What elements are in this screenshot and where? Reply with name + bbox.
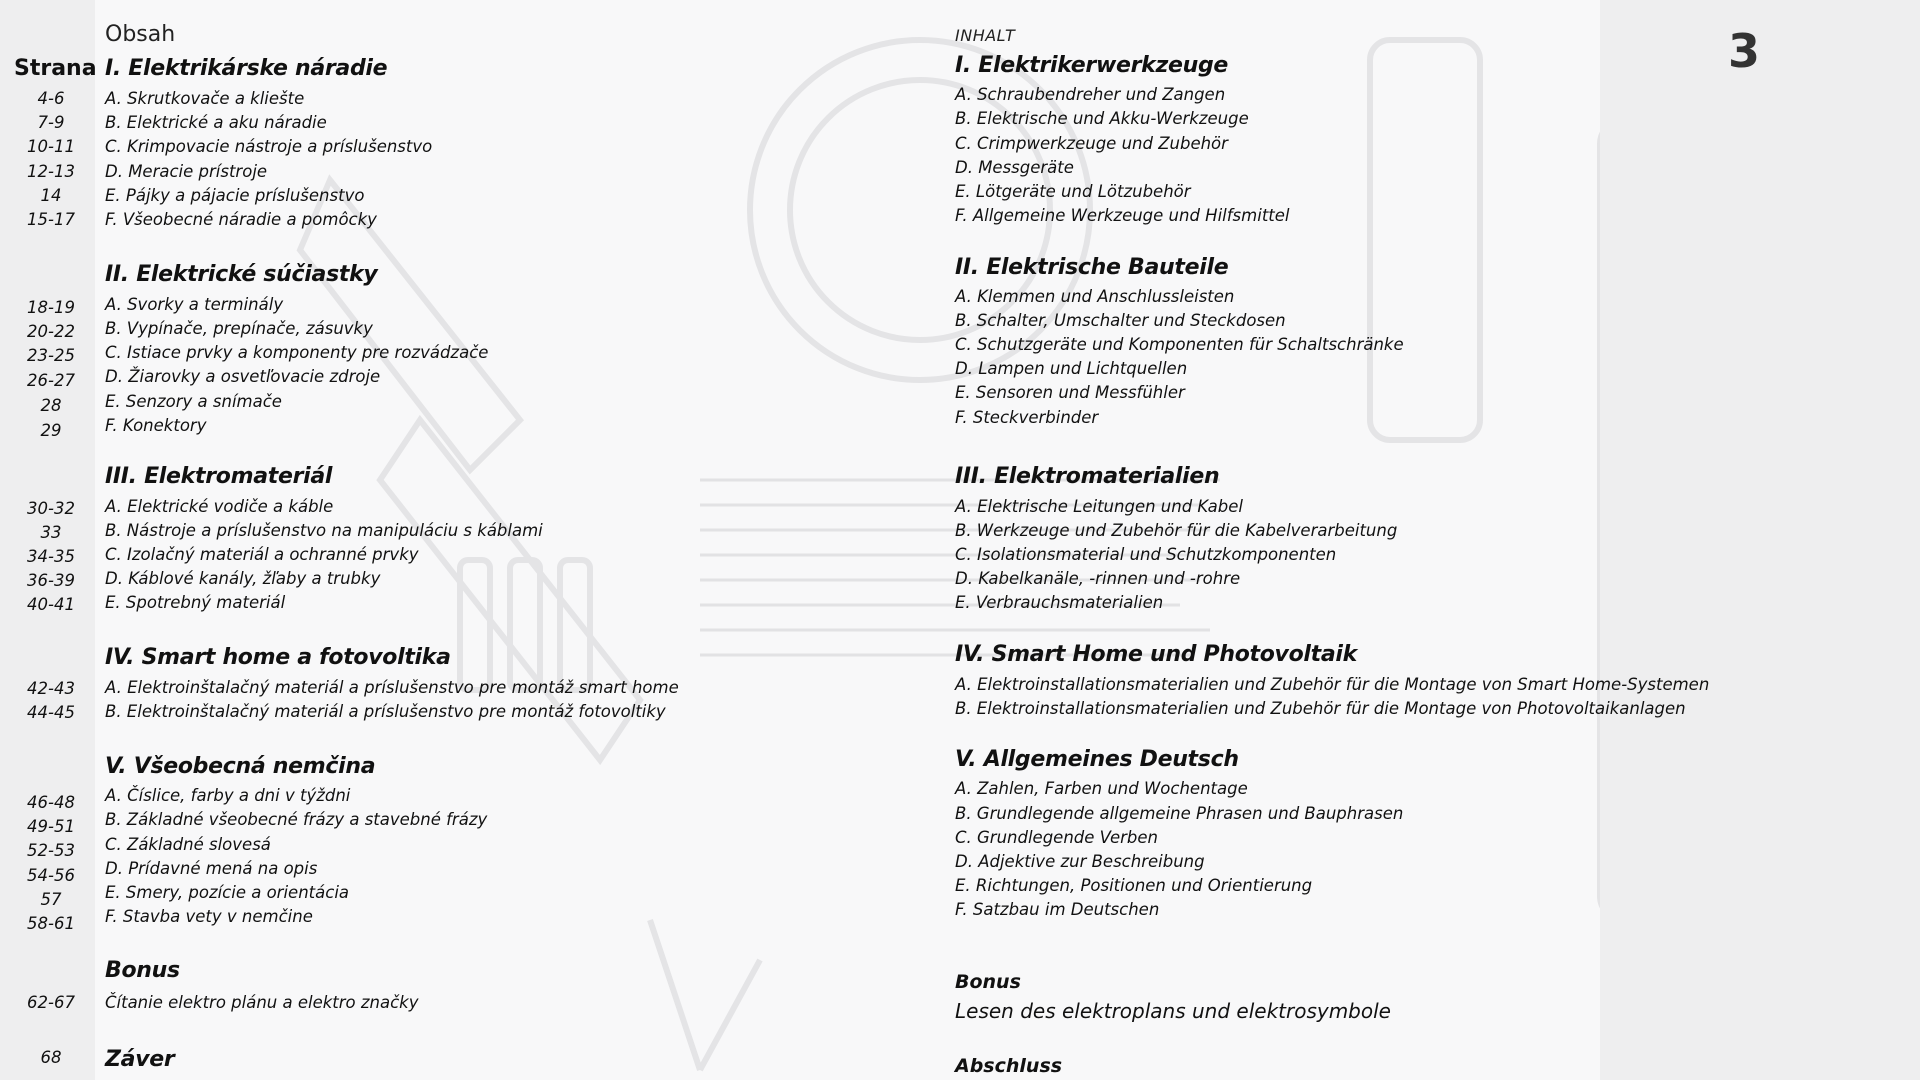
page-ref: 49-51: [27, 817, 75, 836]
toc-item: B. Schalter, Umschalter und Steckdosen: [955, 311, 1286, 330]
toc-item: A. Elektrische Leitungen und Kabel: [955, 497, 1243, 516]
page-ref: 42-43: [27, 679, 75, 698]
toc-item: Čítanie elektro plánu a elektro značky: [105, 993, 419, 1012]
toc-item: D. Žiarovky a osvetľovacie zdroje: [105, 367, 381, 386]
toc-item: D. Messgeräte: [955, 158, 1074, 177]
toc-item: C. Crimpwerkzeuge und Zubehör: [955, 134, 1228, 153]
toc-item: D. Lampen und Lichtquellen: [955, 359, 1188, 378]
page-ref: 4-6: [37, 89, 65, 108]
page-ref: 36-39: [27, 571, 75, 590]
page-ref: 62-67: [27, 993, 75, 1012]
toc-item: E. Spotrebný materiál: [105, 593, 286, 612]
page-ref: 26-27: [27, 371, 75, 390]
toc-item: F. Všeobecné náradie a pomôcky: [105, 210, 377, 229]
toc-item: A. Elektroinstallationsmaterialien und Zubehör für die Montage von Smart Home-Systemen: [955, 675, 1710, 694]
page-number: 3: [1728, 24, 1761, 78]
page-ref: 57: [40, 890, 62, 909]
toc-item: C. Základné slovesá: [105, 835, 271, 854]
page-ref: 23-25: [27, 346, 75, 365]
toc-item: B. Elektrische und Akku-Werkzeuge: [955, 109, 1249, 128]
toc-item: A. Svorky a terminály: [105, 295, 284, 314]
page-ref: 68: [40, 1048, 62, 1067]
page-ref: 18-19: [27, 298, 75, 317]
toc-item: F. Allgemeine Werkzeuge und Hilfsmittel: [955, 206, 1290, 225]
toc-item: B. Elektrické a aku náradie: [105, 113, 327, 132]
toc-item: C. Isolationsmaterial und Schutzkomponenten: [955, 545, 1337, 564]
de-bonus-item: Lesen des elektroplans und elektrosymbole: [955, 999, 1391, 1023]
page-ref: 28: [40, 396, 62, 415]
toc-item: F. Konektory: [105, 416, 207, 435]
page-ref: 14: [40, 186, 62, 205]
page-ref: 52-53: [27, 841, 75, 860]
sk-section-heading: V. Všeobecná nemčina: [105, 754, 376, 779]
page-ref: 46-48: [27, 793, 75, 812]
toc-item: B. Grundlegende allgemeine Phrasen und Bauphrasen: [955, 804, 1404, 823]
page-ref: 44-45: [27, 703, 75, 722]
toc-item: E. Verbrauchsmaterialien: [955, 593, 1164, 612]
sk-closing-heading: Záver: [105, 1047, 175, 1072]
toc-item: E. Pájky a pájacie príslušenstvo: [105, 186, 365, 205]
toc-item: A. Elektroinštalačný materiál a príslušenstvo pre montáž smart home: [105, 678, 679, 697]
toc-item: C. Grundlegende Verben: [955, 828, 1158, 847]
toc-item: F. Satzbau im Deutschen: [955, 900, 1160, 919]
toc-item: A. Klemmen und Anschlussleisten: [955, 287, 1235, 306]
page-ref: 15-17: [27, 210, 75, 229]
toc-item: A. Číslice, farby a dni v týždni: [105, 786, 351, 805]
toc-item: A. Elektrické vodiče a káble: [105, 497, 334, 516]
toc-item: A. Schraubendreher und Zangen: [955, 85, 1226, 104]
de-section-heading: III. Elektromaterialien: [955, 464, 1220, 489]
page-ref: 30-32: [27, 499, 75, 518]
toc-item: F. Steckverbinder: [955, 408, 1099, 427]
sk-section-heading: II. Elektrické súčiastky: [105, 262, 378, 287]
de-section-heading: IV. Smart Home und Photovoltaik: [955, 642, 1357, 667]
de-bonus-heading: Bonus: [955, 971, 1021, 993]
toc-item: C. Schutzgeräte und Komponenten für Schaltschränke: [955, 335, 1404, 354]
page-ref: 29: [40, 421, 62, 440]
toc-item: E. Smery, pozície a orientácia: [105, 883, 350, 902]
page-ref: 12-13: [27, 162, 75, 181]
sk-section-heading: III. Elektromateriál: [105, 464, 333, 489]
toc-item: D. Kabelkanäle, -rinnen und -rohre: [955, 569, 1241, 588]
toc-item: D. Adjektive zur Beschreibung: [955, 852, 1205, 871]
page-ref: 54-56: [27, 866, 75, 885]
toc-item: F. Stavba vety v nemčine: [105, 907, 313, 926]
toc-item: C. Krimpovacie nástroje a príslušenstvo: [105, 137, 433, 156]
page-ref: 7-9: [37, 113, 65, 132]
toc-item: D. Prídavné mená na opis: [105, 859, 318, 878]
page-ref: 20-22: [27, 322, 75, 341]
toc-item: B. Základné všeobecné frázy a stavebné frázy: [105, 810, 488, 829]
de-section-heading: II. Elektrische Bauteile: [955, 255, 1229, 280]
toc-item: B. Nástroje a príslušenstvo na manipuláciu s káblami: [105, 521, 543, 540]
page-ref: 34-35: [27, 547, 75, 566]
strana-label: Strana: [14, 56, 97, 81]
toc-item: E. Lötgeräte und Lötzubehör: [955, 182, 1191, 201]
toc-item: E. Senzory a snímače: [105, 392, 282, 411]
toc-item: B. Werkzeuge und Zubehör für die Kabelverarbeitung: [955, 521, 1398, 540]
page-ref: 40-41: [27, 595, 75, 614]
toc-item: C. Izolačný materiál a ochranné prvky: [105, 545, 419, 564]
page-ref: 10-11: [27, 137, 75, 156]
sk-bonus-heading: Bonus: [105, 958, 180, 983]
de-section-heading: I. Elektrikerwerkzeuge: [955, 53, 1229, 78]
toc-item: E. Richtungen, Positionen und Orientierung: [955, 876, 1313, 895]
page-ref: 33: [40, 523, 62, 542]
sk-title: Obsah: [105, 22, 176, 47]
toc-item: B. Elektroinstallationsmaterialien und Zubehör für die Montage von Photovoltaikanlagen: [955, 699, 1686, 718]
sk-section-heading: I. Elektrikárske náradie: [105, 56, 388, 81]
toc-item: D. Meracie prístroje: [105, 162, 268, 181]
toc-item: D. Káblové kanály, žľaby a trubky: [105, 569, 381, 588]
toc-item: A. Zahlen, Farben und Wochentage: [955, 779, 1248, 798]
toc-item: B. Vypínače, prepínače, zásuvky: [105, 319, 373, 338]
page-ref: 58-61: [27, 914, 75, 933]
toc-item: E. Sensoren und Messfühler: [955, 383, 1185, 402]
de-closing-heading: Abschluss: [955, 1055, 1063, 1077]
de-section-heading: V. Allgemeines Deutsch: [955, 747, 1239, 772]
toc-item: A. Skrutkovače a kliešte: [105, 89, 305, 108]
toc-item: C. Istiace prvky a komponenty pre rozvádzače: [105, 343, 489, 362]
toc-item: B. Elektroinštalačný materiál a príslušenstvo pre montáž fotovoltiky: [105, 702, 666, 721]
sk-section-heading: IV. Smart home a fotovoltika: [105, 645, 451, 670]
de-title: INHALT: [955, 26, 1016, 45]
